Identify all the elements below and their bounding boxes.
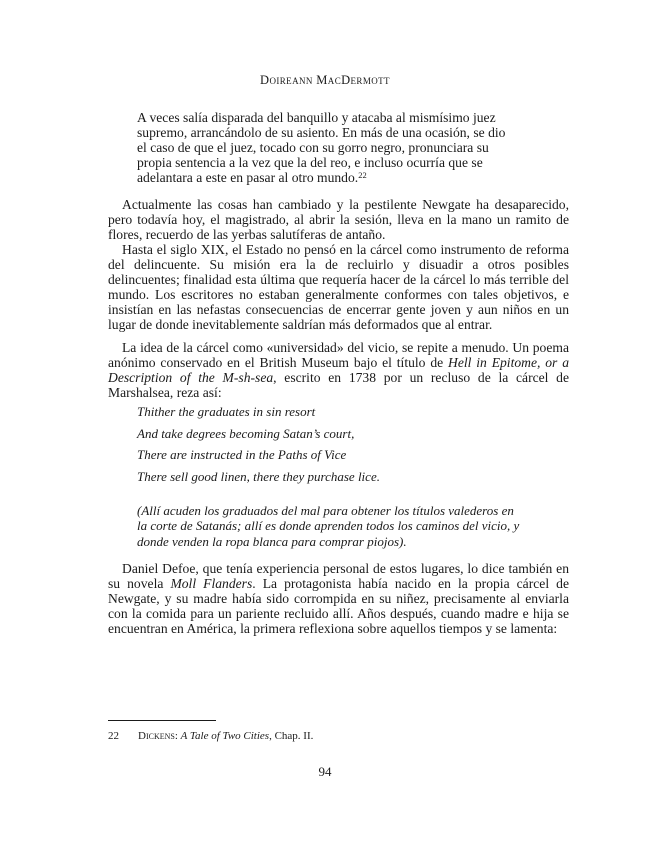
paragraph-1: Actualmente las cosas han cambiado y la pestilente Newgate ha desaparecido, pero todavía hoy, el magistrado, al abrir la sesión, lleva en la mano un ramito de flores, recuerdo de las yerbas salutíferas de antaño. [108,197,569,243]
paragraph-4-text-after: . La protagonista había nacido en la propia cárcel de Newgate, y su madre había sido corrompida en su niñez, precisamente al enviarla con la comida para un pariente recluido allí. Años después, cuando madre e hija se encuentran en América, la primera reflexiona sobre aquellos tiempos y se lamenta: [108,576,569,637]
verse-quote [137,404,537,491]
paragraph-3 [108,340,569,400]
verse-line: There sell good linen, there they purchase lice. [137,469,380,485]
paragraph-2: Hasta el siglo XIX, el Estado no pensó en la cárcel como instrumento de reforma del delincuente. Su misión era la de recluirlo y disuadir a otros posibles delincuentes; finalidad esta última que requería hacer de la cárcel lo más terrible del mundo. Los escritores no estaban generalmente conformes con tales objetivos, e insistían en las nefastas consecuencias de encerrar gente joven y aun niños en un lugar de donde inevitablemente saldrían más deformados que al entrar. [108,242,569,333]
footnote-reference[interactable]: 22 [358,170,367,181]
footnote-title: A Tale of Two Cities [180,730,270,742]
paragraph-3-text-before: La idea de la cárcel como «universidad» del vicio, se repite a menudo. Un poema anónimo conservado en el British Museum bajo el título de [108,340,569,371]
page-number: 94 [318,764,332,779]
block-quote-text: A veces salía disparada del banquillo y atacaba al mismísimo juez supremo, arrancándolo de su asiento. En más de una ocasión, se dio el caso de que el juez, tocado con su gorro negro, pronunciara su propia sentencia a la vez que la del reo, e incluso ocurría que se adelantara a este en pasar al otro mundo. [137,110,506,186]
running-head: Doireann MacDermott [260,73,390,87]
footnote-author: Dickens: [138,730,178,742]
paragraph-4 [108,561,569,636]
verse-translation: (Allí acuden los graduados del mal para obtener los títulos valederos en la corte de Satanás; allí es donde aprenden todos los caminos del vicio, y donde venden la ropa blanca para comprar piojos). [137,503,520,549]
block-quote [137,110,517,185]
verse-line: There are instructed in the Paths of Vice [137,447,347,463]
paragraph-3-text-after: , escrito en 1738 por un recluso de la cárcel de Marshalsea, reza así: [108,370,569,401]
novel-title: Moll Flanders [170,576,253,592]
footnote-rest: , Chap. II. [269,730,314,742]
verse-line: And take degrees becoming Satan’s court, [137,425,355,441]
footnote [108,730,313,743]
footnote-separator [108,720,216,721]
poem-title: Hell in Epitome, or a Description of the M-sh-sea [108,355,570,386]
footnote-number: 22 [108,730,119,742]
paragraph-4-text-before: Daniel Defoe, que tenía experiencia personal de estos lugares, lo dice también en su novela [108,561,569,592]
verse-line: Thither the graduates in sin resort [137,404,316,419]
